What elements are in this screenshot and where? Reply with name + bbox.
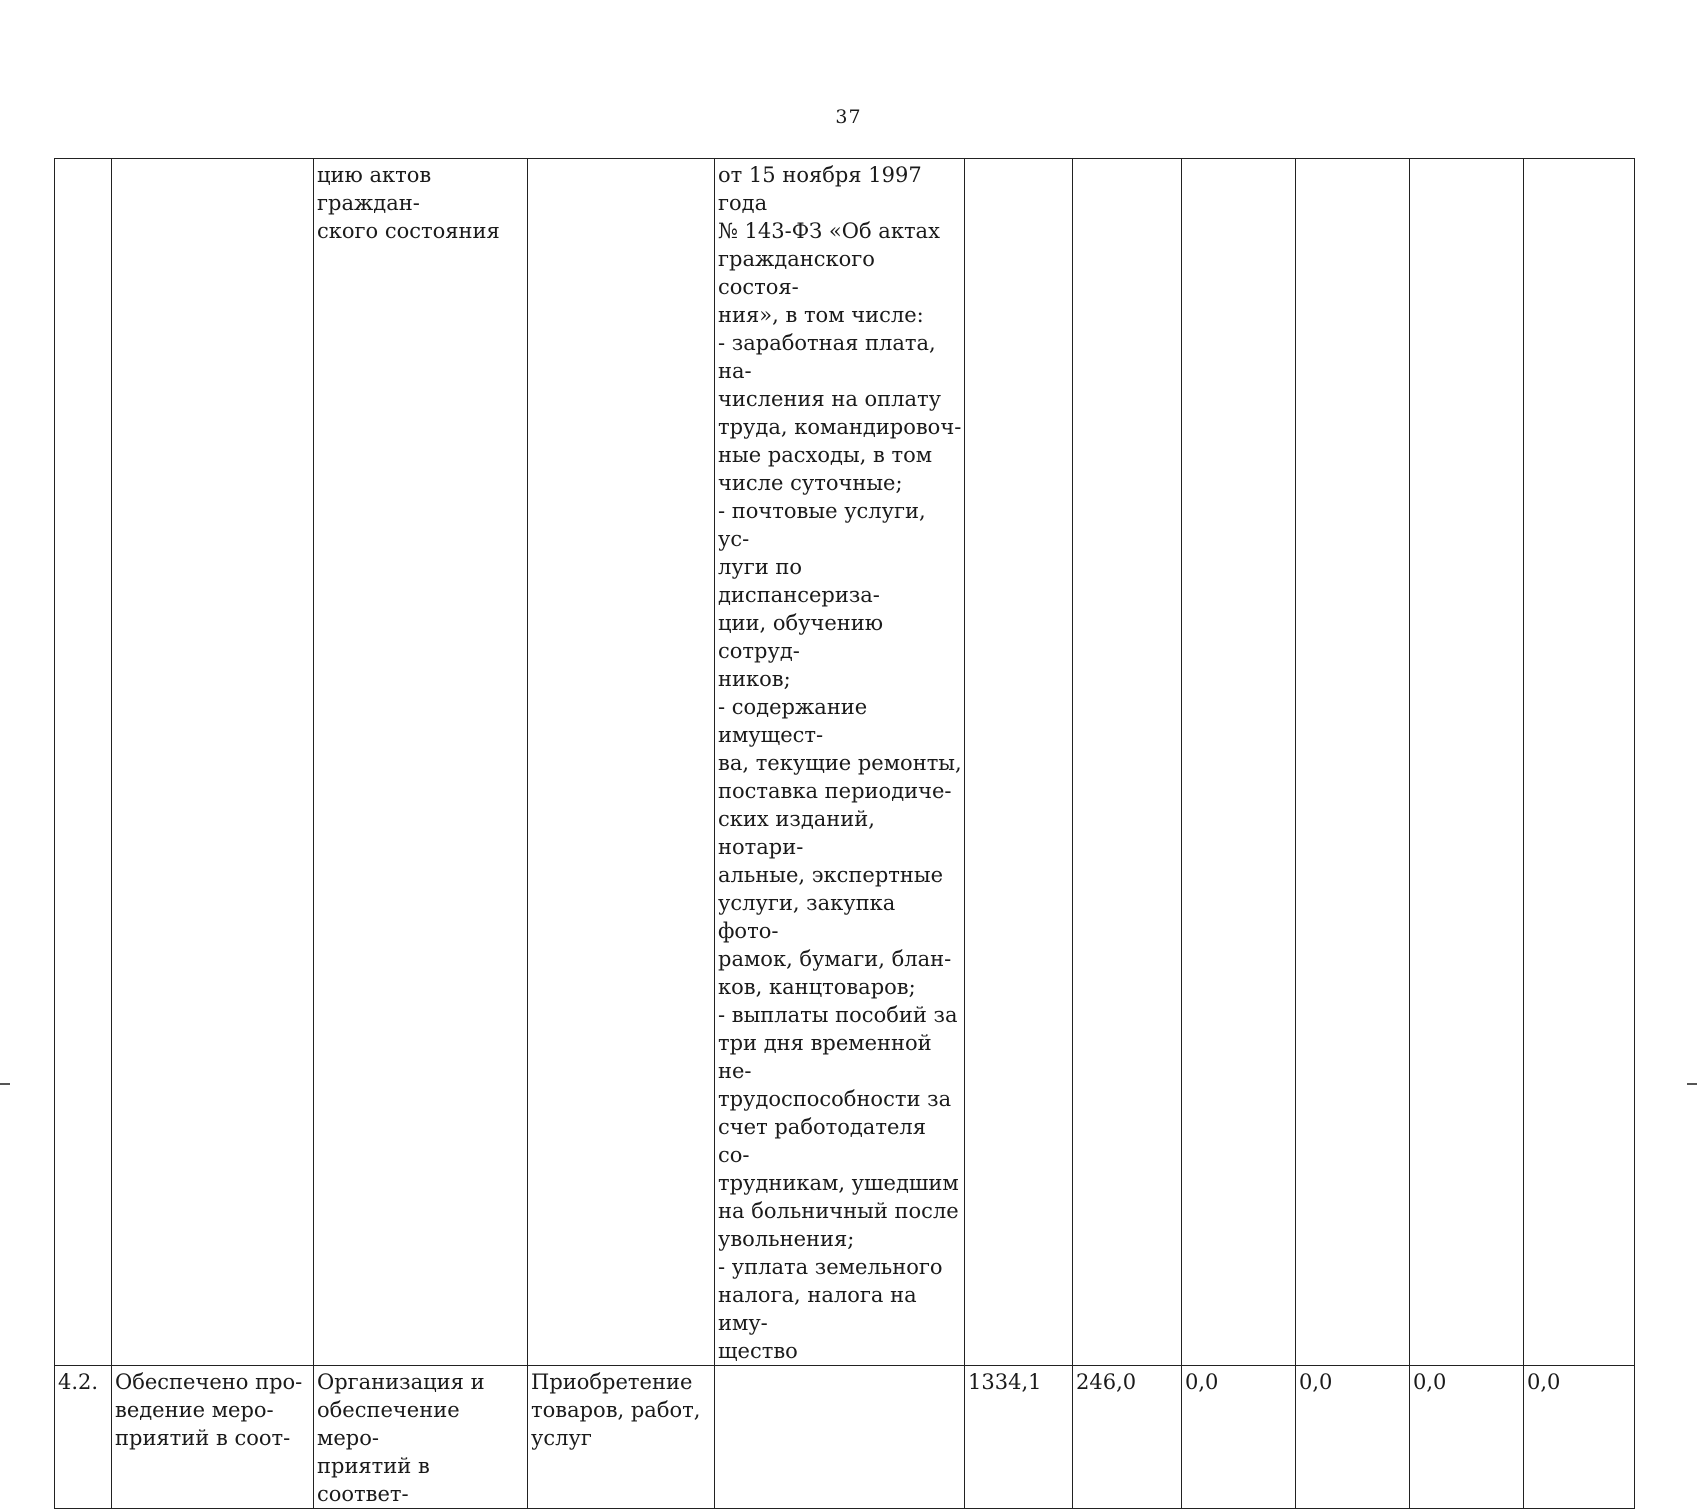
value-cell-2: 246,0 bbox=[1073, 1366, 1182, 1509]
value-cell-2 bbox=[1073, 159, 1182, 1366]
right-margin-tick bbox=[1687, 1083, 1697, 1085]
value-cell-1: 1334,1 bbox=[965, 1366, 1073, 1509]
description-cell bbox=[715, 1366, 965, 1509]
direction-cell bbox=[528, 159, 715, 1366]
value-cell-1 bbox=[965, 159, 1073, 1366]
description-cell: от 15 ноября 1997 года № 143-ФЗ «Об актах гражданского состоя- ния», в том числе: - заработная плата, на- числения на оплату труда, командировоч- ные расходы, в том числе суточные; - почтовые услуги, ус- луги по диспансериза- ции, обучению сотруд- ников; - содержание имущест- ва, текущие ремонты, поставка периодиче- ских изданий, нотари- альные, экспертные услуги, закупка фото- рамок, бумаги, блан- ков, канцтоваров; - выплаты пособий за три дня временной не- трудоспособности за счет работодателя со- трудникам, ушедшим на больничный после увольнения; - уплата земельного налога, налога на иму- щество bbox=[715, 159, 965, 1366]
activity-cell: Организация и обеспечение меро- приятий в соответ- bbox=[314, 1366, 528, 1509]
table-row bbox=[55, 1366, 1635, 1509]
row-number-cell bbox=[55, 159, 112, 1366]
table-row bbox=[55, 159, 1635, 1366]
page-number: 37 bbox=[835, 106, 862, 128]
value-cell-5: 0,0 bbox=[1410, 1366, 1524, 1509]
activity-cell: цию актов граждан- ского состояния bbox=[314, 159, 528, 1366]
result-cell: Обеспечено про- ведение меро- приятий в соот- bbox=[112, 1366, 314, 1509]
result-cell bbox=[112, 159, 314, 1366]
budget-table bbox=[54, 158, 1635, 1509]
value-cell-6: 0,0 bbox=[1524, 1366, 1635, 1509]
direction-cell: Приобретение товаров, работ, услуг bbox=[528, 1366, 715, 1509]
value-cell-5 bbox=[1410, 159, 1524, 1366]
value-cell-3: 0,0 bbox=[1182, 1366, 1296, 1509]
value-cell-3 bbox=[1182, 159, 1296, 1366]
left-margin-tick bbox=[0, 1083, 10, 1085]
row-number-cell: 4.2. bbox=[55, 1366, 112, 1509]
value-cell-4 bbox=[1296, 159, 1410, 1366]
value-cell-6 bbox=[1524, 159, 1635, 1366]
value-cell-4: 0,0 bbox=[1296, 1366, 1410, 1509]
